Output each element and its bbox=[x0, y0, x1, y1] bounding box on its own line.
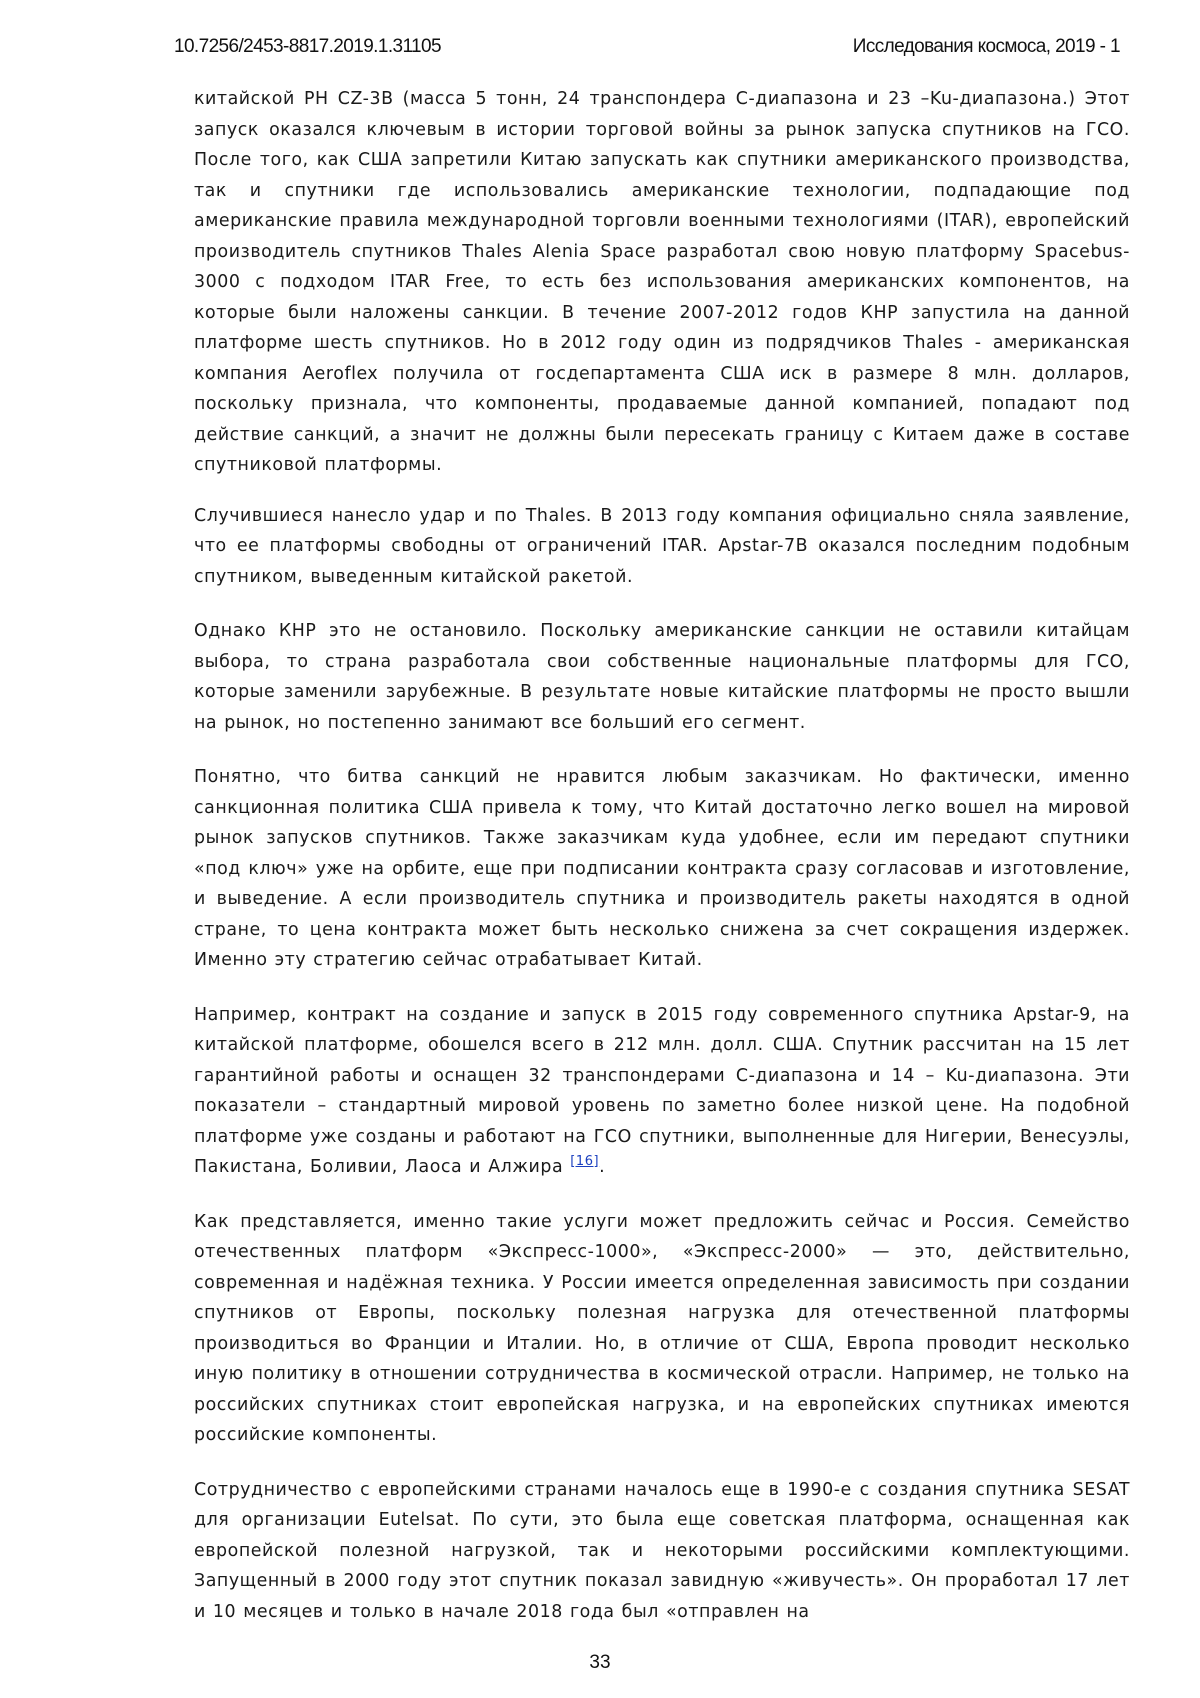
journal-title: Исследования космоса, 2019 - 1 bbox=[852, 36, 1120, 57]
paragraph-5-text: Например, контракт на создание и запуск в 2015 году современного спутника Apstar-9, на китайской платформе, обошелся всего в 212 млн. долл. США. Спутник рассчитан на 15 лет гарантийной работы и оснащен 32 транспондерами C-диапазона и 14 – Ku-диапазона. Эти показатели – стандартный мировой уровень по заметно более низкой цене. На подобной платформе уже созданы и работают на ГСО спутники, выполненные для Нигерии, Венесуэлы, Пакистана, Боливии, Лаоса и Алжира bbox=[194, 1004, 1130, 1177]
paragraph-5-period: . bbox=[599, 1157, 606, 1177]
paragraph-7: Сотрудничество с европейскими странами началось еще в 1990-е с создания спутника SESAT для организации Eutelsat. По сути, это была еще советская платформа, оснащенная как европейской полезной нагрузкой, так и некоторыми российскими комплектующими. Запущенный в 2000 году этот спутник показал завидную «живучесть». Он проработал 17 лет и 10 месяцев и только в начале 2018 года был «отправлен на bbox=[194, 1479, 1130, 1622]
paragraph-6: Как представляется, именно такие услуги может предложить сейчас и Россия. Семейство отечественных платформ «Экспресс-1000», «Экспресс-2000» — это, действительно, современная и надёжная техника. У России имеется определенная зависимость при создании спутников от Европы, поскольку полезная нагрузка для отечественной платформы производиться во Франции и Италии. Но, в отличие от США, Европа проводит несколько иную политику в отношении сотрудничества в космической отрасли. Например, не только на российских спутниках стоит европейская нагрузка, и на европейских спутниках имеются российские компоненты. bbox=[194, 1211, 1130, 1445]
doi-identifier: 10.7256/2453-8817.2019.1.31105 bbox=[174, 36, 441, 57]
paragraph-1: китайской РН CZ-3B (масса 5 тонн, 24 транспондера C-диапазона и 23 –Ku-диапазона.) Этот запуск оказался ключевым в истории торговой войны за рынок запуска спутников на ГСО. После того, как США запретили Китаю запускать как спутники американского производства, так и спутники где использовались американские технологии, подпадающие под американские правила международной торговли военными технологиями (ITAR), европейский производитель спутников Thales Alenia Space разработал свою новую платформу Spacebus-3000 с подходом ITAR Free, то есть без использования американских компонентов, на которые были наложены санкции. В течение 2007-2012 годов КНР запустила на данной платформе шесть спутников. Но в 2012 году один из подрядчиков Thales - американская компания Aeroflex получила от госдепартамента США иск в размере 8 млн. долларов, поскольку признала, что компоненты, продаваемые данной компанией, попадают под действие санкций, а значит не должны были пересекать границу с Китаем даже в составе спутниковой платформы. bbox=[194, 89, 1130, 475]
article-body bbox=[194, 84, 1130, 1651]
page-header bbox=[174, 36, 1120, 62]
page-number: 33 bbox=[589, 1652, 611, 1673]
paragraph-5 bbox=[194, 1000, 1130, 1183]
paragraph-2: Случившиеся нанесло удар и по Thales. В 2013 году компания официально сняла заявление, что ее платформы свободны от ограничений ITAR. Apstar-7B оказался последним подобным спутником, выведенным китайской ракетой. bbox=[194, 505, 1130, 587]
reference-link-16[interactable]: [16] bbox=[570, 1154, 600, 1170]
paragraph-4: Понятно, что битва санкций не нравится любым заказчикам. Но фактически, именно санкционная политика США привела к тому, что Китай достаточно легко вошел на мировой рынок запусков спутников. Также заказчикам куда удобнее, если им передают спутники «под ключ» уже на орбите, еще при подписании контракта сразу согласовав и изготовление, и выведение. А если производитель спутника и производитель ракеты находятся в одной стране, то цена контракта может быть несколько снижена за счет сокращения издержек. Именно эту стратегию сейчас отрабатывает Китай. bbox=[194, 767, 1130, 970]
paragraph-3: Однако КНР это не остановило. Поскольку американские санкции не оставили китайцам выбора, то страна разработала свои собственные национальные платформы для ГСО, которые заменили зарубежные. В результате новые китайские платформы не просто вышли на рынок, но постепенно занимают все больший его сегмент. bbox=[194, 621, 1130, 733]
